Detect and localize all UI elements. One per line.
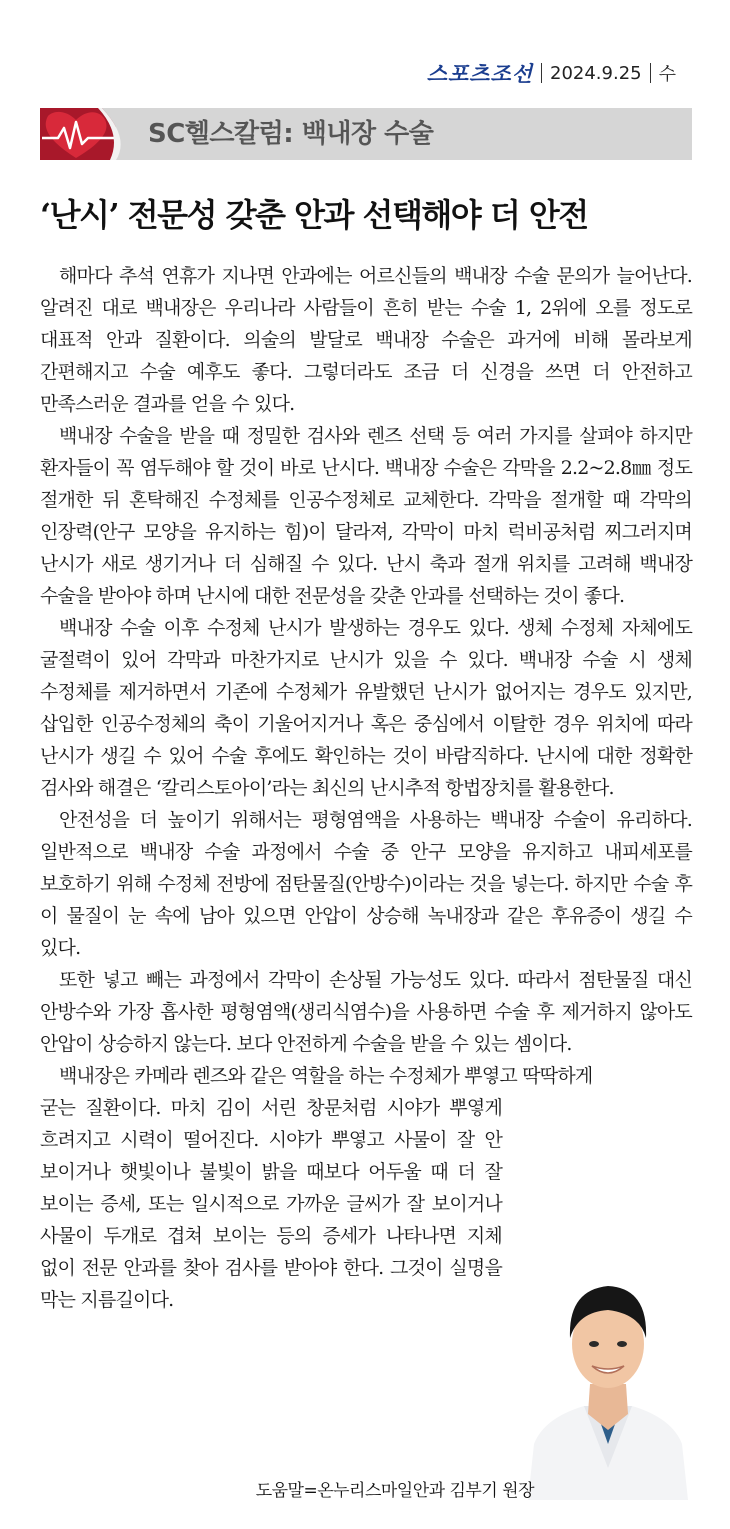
paragraph: 해마다 추석 연휴가 지나면 안과에는 어르신들의 백내장 수술 문의가 늘어난다. 알려진 대로 백내장은 우리나라 사람들이 흔히 받는 수술 1, 2위에 오를 정도로 대표적 안과 질환이다. 의술의 발달로 백내장 수술은 과거에 비해 몰라보게 간편해지고 수술 예후도 좋다. 그렇더라도 조금 더 신경을 쓰면 더 안전하고 만족스러운 결과를 얻을 수 있다. — [40, 265, 692, 415]
doctor-portrait-image — [524, 1268, 692, 1500]
article-headline: ‘난시’ 전문성 갖춘 안과 선택해야 더 안전 — [40, 196, 588, 234]
masthead-divider — [650, 63, 651, 83]
paragraph-last: 굳는 질환이다. 마치 김이 서린 창문처럼 시야가 뿌옇게 흐려지고 시력이 떨어진다. 시야가 뿌옇고 사물이 잘 안 보이거나 햇빛이나 불빛이 밝을 때보다 어두울 때 더 잘 보이는 증세, 또는 일시적으로 가까운 글씨가 잘 보이거나 사물이 두개로 겹쳐 보이는 등의 증세가 나타나면 지체 없이 전문 안과를 찾아 검사를 받아야 한다. 그것이 실명을 막는 지름길이다. — [40, 1097, 502, 1311]
paragraph: 안전성을 더 높이기 위해서는 평형염액을 사용하는 백내장 수술이 유리하다. 일반적으로 백내장 수술 과정에서 수술 중 안구 모양을 유지하고 내피세포를 보호하기 위해 수정체 전방에 점탄물질(안방수)이라는 것을 넣는다. 하지만 수술 후 이 물질이 눈 속에 남아 있으면 안압이 상승해 녹내장과 같은 후유증이 생길 수 있다. — [40, 809, 692, 959]
paragraph: 백내장 수술을 받을 때 정밀한 검사와 렌즈 선택 등 여러 가지를 살펴야 하지만 환자들이 꼭 염두해야 할 것이 바로 난시다. 백내장 수술은 각막을 2.2~2.8㎜ 정도 절개한 뒤 혼탁해진 수정체를 인공수정체로 교체한다. 각막을 절개할 때 각막의 인장력(안구 모양을 유지하는 힘)이 달라져, 각막이 마치 럭비공처럼 찌그러지며 난시가 새로 생기거나 더 심해질 수 있다. 난시 축과 절개 위치를 고려해 백내장 수술을 받아야 하며 난시에 대한 전문성을 갖춘 안과를 선택하는 것이 좋다. — [40, 425, 692, 607]
photo-caption: 도움말=온누리스마일안과 김부기 원장 — [255, 1481, 534, 1501]
masthead-divider — [541, 63, 542, 83]
column-title: SC헬스칼럼: 백내장 수술 — [148, 119, 434, 149]
paragraph: 백내장 수술 이후 수정체 난시가 발생하는 경우도 있다. 생체 수정체 자체에도 굴절력이 있어 각막과 마찬가지로 난시가 있을 수 있다. 백내장 수술 시 생체 수정체를 제거하면서 기존에 수정체가 유발했던 난시가 없어지는 경우도 있지만, 삽입한 인공수정체의 축이 기울어지거나 혹은 중심에서 이탈한 경우 위치에 따라 난시가 생길 수 있어 수술 후에도 확인하는 것이 바람직하다. 난시에 대한 정확한 검사와 해결은 ‘칼리스토아이’라는 최신의 난시추적 항법장치를 활용한다. — [40, 617, 692, 799]
masthead — [427, 60, 676, 86]
publication-date: 2024.9.25 — [550, 62, 642, 84]
heartbeat-icon — [40, 108, 136, 160]
article-body — [40, 260, 692, 1316]
column-banner — [40, 108, 692, 160]
doctor-photo — [524, 1268, 692, 1500]
paragraph: 또한 넣고 빼는 과정에서 각막이 손상될 가능성도 있다. 따라서 점탄물질 대신 안방수와 가장 흡사한 평형염액(생리식염수)을 사용하면 수술 후 제거하지 않아도 안압이 상승하지 않는다. 보다 안전하게 수술을 받을 수 있는 셈이다. — [40, 969, 692, 1055]
paragraph-last-first-line: 백내장은 카메라 렌즈와 같은 역할을 하는 수정체가 뿌옇고 딱딱하게 — [59, 1065, 593, 1087]
publication-day: 수 — [658, 64, 676, 85]
publication-logo: 스포츠조선 — [426, 62, 533, 86]
